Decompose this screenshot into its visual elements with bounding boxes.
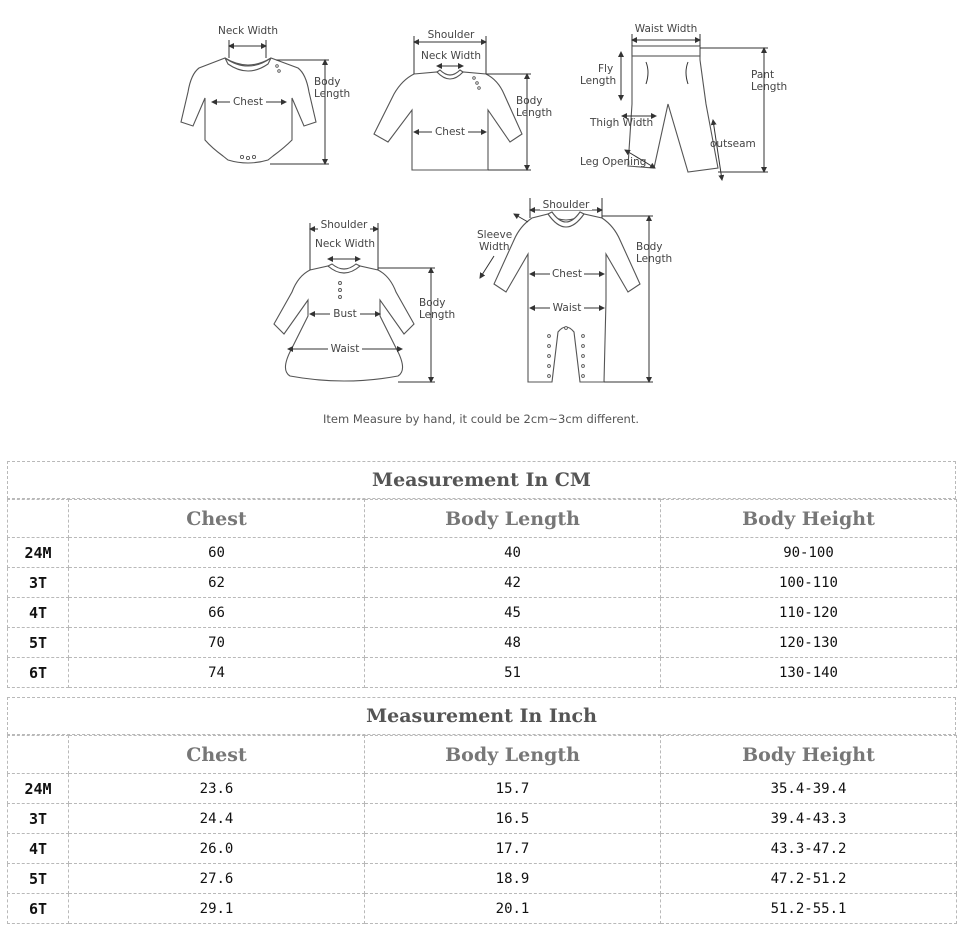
chest-cell: 26.0 [69, 834, 365, 864]
body-length-cell: 40 [365, 538, 661, 568]
body-height-cell: 43.3-47.2 [661, 834, 957, 864]
pants-thigh-width-label: Thigh Width [590, 117, 654, 129]
romper-chest-label: Chest [551, 268, 583, 280]
garment-diagrams-svg [0, 0, 962, 440]
top-outline [374, 72, 522, 170]
body-height-cell: 35.4-39.4 [661, 774, 957, 804]
romper-body-label: Body [636, 241, 663, 253]
top-diagram [374, 28, 552, 170]
table-row [8, 628, 957, 658]
inch-header-body-height: Body Height [661, 736, 957, 774]
body-length-cell: 48 [365, 628, 661, 658]
chest-cell: 23.6 [69, 774, 365, 804]
top-chest-label: Chest [434, 126, 466, 138]
chest-cell: 62 [69, 568, 365, 598]
body-height-cell: 110-120 [661, 598, 957, 628]
body-height-cell: 51.2-55.1 [661, 894, 957, 924]
size-cell: 6T [8, 894, 69, 924]
inch-section-title: Measurement In Inch [7, 697, 956, 735]
bodysuit-chest-label: Chest [232, 96, 264, 108]
cm-header-row [8, 500, 957, 538]
pants-waistband [632, 46, 700, 56]
table-row [8, 804, 957, 834]
romper-sleeve-label: Sleeve [477, 229, 513, 241]
pants-fly-label: Fly [598, 63, 614, 75]
body-length-cell: 18.9 [365, 864, 661, 894]
dress-neck-width-label: Neck Width [314, 238, 376, 250]
body-length-cell: 16.5 [365, 804, 661, 834]
dress-diagram [274, 218, 455, 382]
cm-size-table [7, 499, 957, 688]
pants-outline [628, 46, 718, 172]
bodysuit-neck-width-label: Neck Width [217, 25, 279, 37]
size-cell: 5T [8, 864, 69, 894]
body-height-cell: 90-100 [661, 538, 957, 568]
romper-shoulder-label: Shoulder [542, 199, 590, 211]
size-cell: 3T [8, 804, 69, 834]
chest-cell: 27.6 [69, 864, 365, 894]
body-length-cell: 20.1 [365, 894, 661, 924]
dress-length-label: Length [419, 309, 456, 321]
body-length-cell: 45 [365, 598, 661, 628]
pants-fly-length-label: Length [580, 75, 617, 87]
chest-cell: 74 [69, 658, 365, 688]
top-shoulder-label: Shoulder [427, 29, 475, 41]
table-row [8, 568, 957, 598]
top-neck-width-label: Neck Width [420, 50, 482, 62]
dress-bust-label: Bust [333, 308, 357, 320]
cm-header-body-length: Body Length [365, 500, 661, 538]
table-row [8, 864, 957, 894]
body-height-cell: 39.4-43.3 [661, 804, 957, 834]
table-row [8, 834, 957, 864]
table-row [8, 658, 957, 688]
chest-cell: 29.1 [69, 894, 365, 924]
body-length-cell: 51 [365, 658, 661, 688]
table-row [8, 774, 957, 804]
pants-pant-label: Pant [751, 69, 775, 81]
chest-cell: 60 [69, 538, 365, 568]
inch-size-table [7, 735, 957, 924]
size-cell: 3T [8, 568, 69, 598]
size-cell: 4T [8, 598, 69, 628]
dress-waist-label: Waist [330, 343, 360, 355]
size-cell: 4T [8, 834, 69, 864]
body-length-cell: 15.7 [365, 774, 661, 804]
dress-shoulder-label: Shoulder [320, 219, 368, 231]
inch-header-row [8, 736, 957, 774]
measurement-diagrams [0, 0, 962, 440]
body-length-cell: 42 [365, 568, 661, 598]
size-cell: 24M [8, 538, 69, 568]
body-length-cell: 17.7 [365, 834, 661, 864]
bodysuit-length-label: Length [314, 88, 351, 100]
cm-header-body-height: Body Height [661, 500, 957, 538]
size-cell: 24M [8, 774, 69, 804]
body-height-cell: 120-130 [661, 628, 957, 658]
body-height-cell: 130-140 [661, 658, 957, 688]
cm-section-title: Measurement In CM [7, 461, 956, 499]
table-row [8, 894, 957, 924]
romper-length-label: Length [636, 253, 673, 265]
dress-body-label: Body [419, 297, 446, 309]
chest-cell: 24.4 [69, 804, 365, 834]
inch-header-body-length: Body Length [365, 736, 661, 774]
pants-pant-length-label: Length [751, 81, 788, 93]
pants-diagram [580, 23, 787, 180]
chest-cell: 70 [69, 628, 365, 658]
romper-diagram [477, 198, 672, 382]
size-cell: 5T [8, 628, 69, 658]
cm-header-chest: Chest [69, 500, 365, 538]
dress-outline [274, 266, 414, 381]
pants-outseam-label: outseam [710, 138, 756, 150]
cm-header-size [8, 500, 69, 538]
table-row [8, 538, 957, 568]
pants-waist-width-label: Waist Width [634, 23, 698, 35]
body-height-cell: 100-110 [661, 568, 957, 598]
bodysuit-body-label: Body [314, 76, 341, 88]
pants-leg-opening-label: Leg Opening [580, 156, 647, 168]
romper-waist-label: Waist [552, 302, 582, 314]
table-row [8, 598, 957, 628]
bodysuit-diagram [181, 25, 350, 164]
top-body-label: Body [516, 95, 543, 107]
chest-cell: 66 [69, 598, 365, 628]
body-height-cell: 47.2-51.2 [661, 864, 957, 894]
inch-header-chest: Chest [69, 736, 365, 774]
romper-sleeve-width-label: Width [479, 241, 510, 253]
top-length-label: Length [516, 107, 553, 119]
bodysuit-outline [181, 58, 316, 163]
measurement-note: Item Measure by hand, it could be 2cm~3cm different. [322, 412, 640, 426]
inch-header-size [8, 736, 69, 774]
size-cell: 6T [8, 658, 69, 688]
romper-outline [494, 214, 640, 382]
